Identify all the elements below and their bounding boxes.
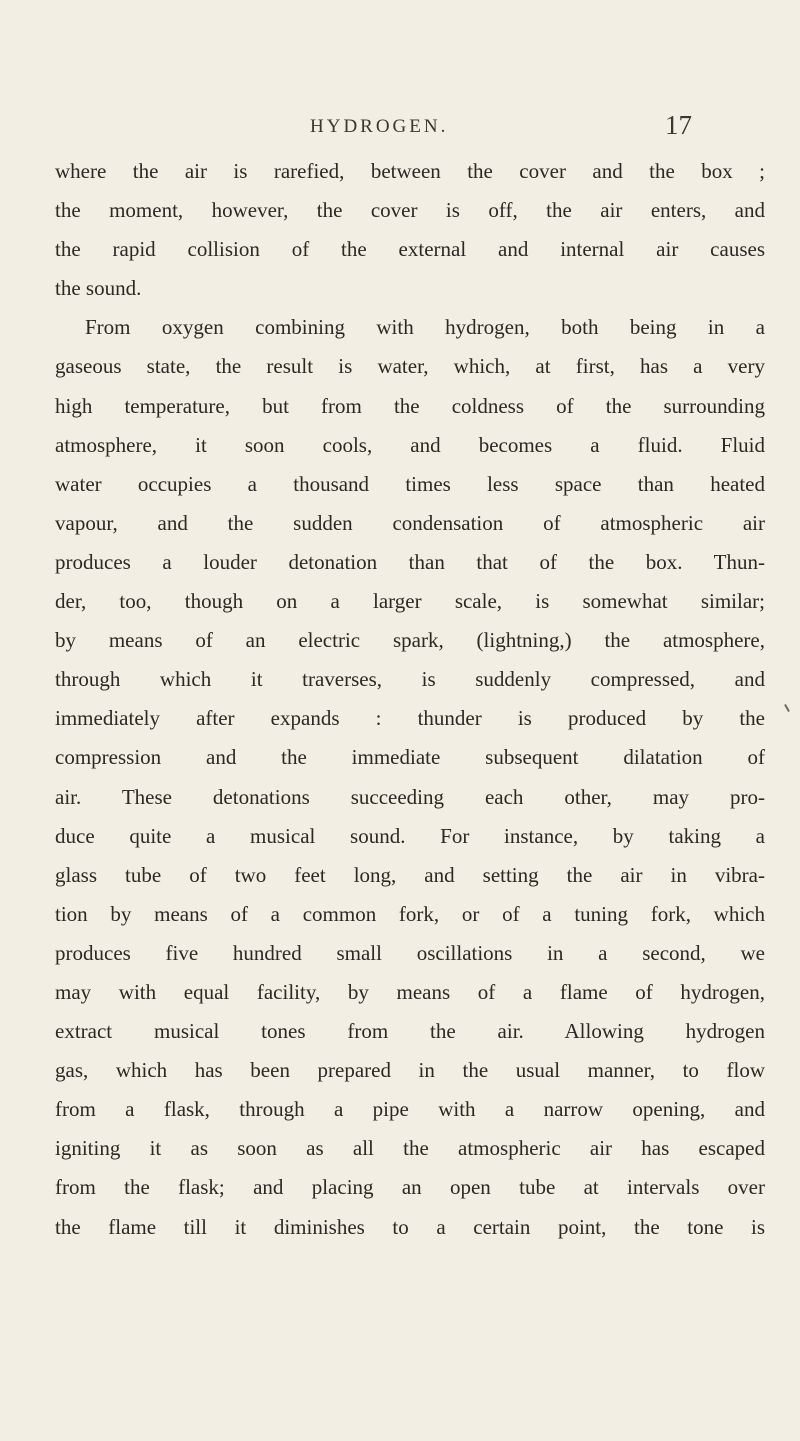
- text-line: from the flask; and placing an open tube at intervals over: [55, 1175, 765, 1200]
- text-line: gaseous state, the result is water, which, at first, has a very: [55, 354, 765, 379]
- text-line: the moment, however, the cover is off, the air enters, and: [55, 198, 765, 223]
- text-line: high temperature, but from the coldness of the surrounding: [55, 393, 765, 418]
- text-line: immediately after expands : thunder is produced by the: [55, 706, 765, 731]
- running-head: HYDROGEN.: [310, 116, 449, 137]
- text-line: vapour, and the sudden condensation of atmospheric air: [55, 510, 765, 535]
- text-line: der, too, though on a larger scale, is somewhat similar;: [55, 589, 765, 614]
- text-line: where the air is rarefied, between the cover and the box ;: [55, 159, 765, 183]
- page-header: [0, 112, 800, 148]
- text-line: may with equal facility, by means of a flame of hydrogen,: [55, 979, 765, 1004]
- text-line: air. These detonations succeeding each other, may pro-: [55, 784, 765, 809]
- text-line: igniting it as soon as all the atmospheric air has escaped: [55, 1136, 765, 1161]
- text-line: From oxygen combining with hydrogen, both being in a: [85, 315, 765, 340]
- text-line: the rapid collision of the external and internal air causes: [55, 237, 765, 262]
- text-line: duce quite a musical sound. For instance, by taking a: [55, 823, 765, 848]
- text-line: extract musical tones from the air. Allowing hydrogen: [55, 1019, 765, 1044]
- text-line: the sound.: [55, 276, 142, 301]
- text-line: produces five hundred small oscillations in a second, we: [55, 940, 765, 965]
- page-number: 17: [665, 110, 692, 140]
- text-line: glass tube of two feet long, and setting the air in vibra-: [55, 862, 765, 887]
- text-line: atmosphere, it soon cools, and becomes a fluid. Fluid: [55, 432, 765, 457]
- margin-mark: [784, 704, 790, 712]
- text-line: by means of an electric spark, (lightning,) the atmosphere,: [55, 628, 765, 653]
- text-line: water occupies a thousand times less space than heated: [55, 471, 765, 496]
- text-line: produces a louder detonation than that of the box. Thun-: [55, 549, 765, 574]
- text-line: compression and the immediate subsequent dilatation of: [55, 745, 765, 770]
- body-text: [55, 152, 765, 1247]
- text-line: through which it traverses, is suddenly compressed, and: [55, 667, 765, 692]
- text-line: tion by means of a common fork, or of a tuning fork, which: [55, 901, 765, 926]
- text-line: gas, which has been prepared in the usual manner, to flow: [55, 1058, 765, 1083]
- text-line: the flame till it diminishes to a certain point, the tone is: [55, 1214, 765, 1239]
- text-line: from a flask, through a pipe with a narrow opening, and: [55, 1097, 765, 1122]
